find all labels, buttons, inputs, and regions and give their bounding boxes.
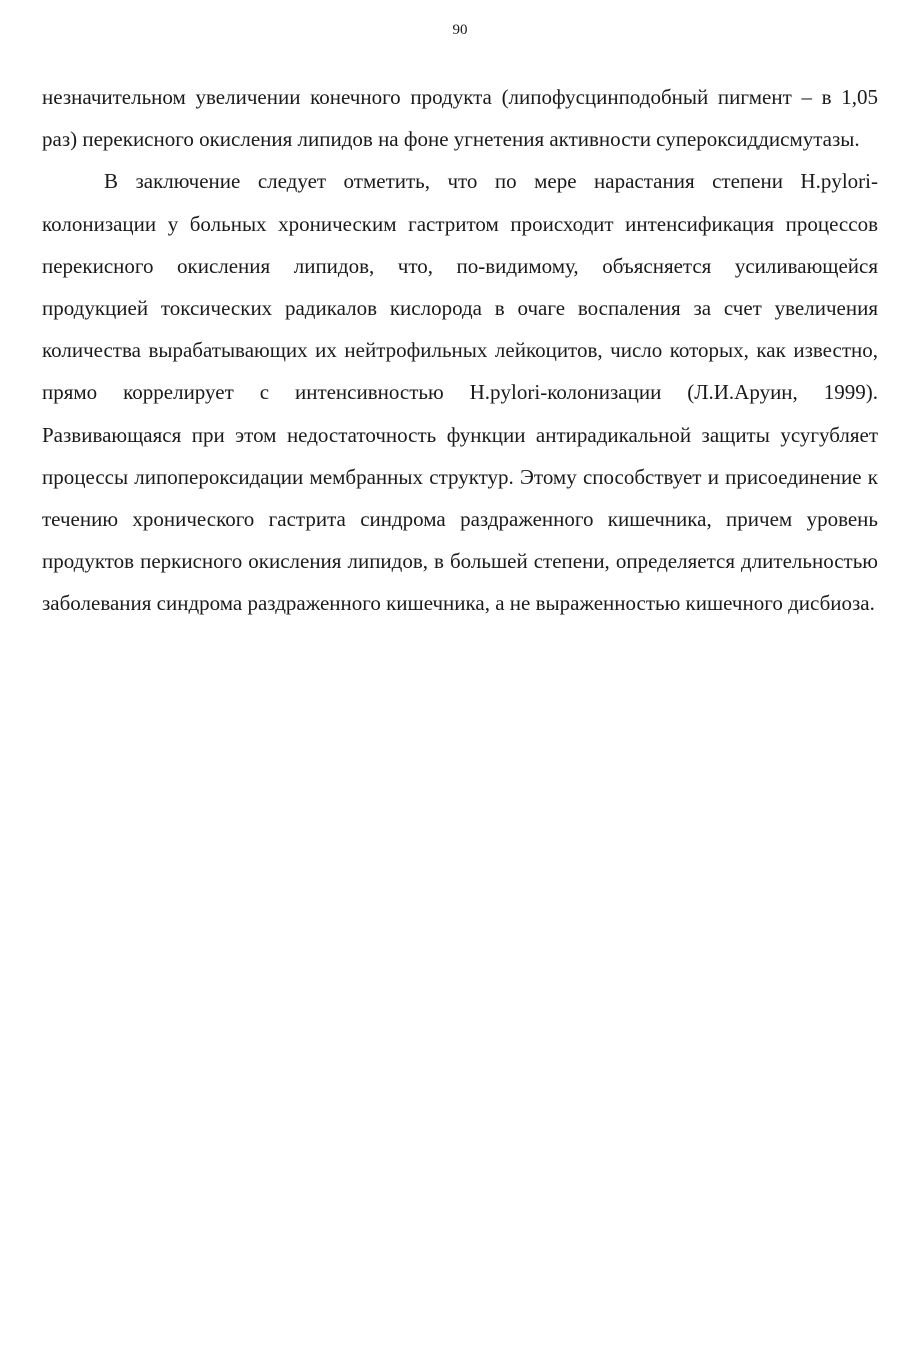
paragraph-conclusion: В заключение следует отметить, что по мере нарастания степени H.pylori-колонизации у больных хроническим гастритом происходит интенсификация процессов перекисного окисления липидов, что, по-видимому, объясняется усиливающейся продукцией токсических радикалов кислорода в очаге воспаления за счет увеличения количества вырабатывающих их нейтрофильных лейкоцитов, число которых, как известно, прямо коррелирует с интенсивностью H.pylori-колонизации (Л.И.Аруин, 1999). Развивающаяся при этом недостаточность функции антирадикальной защиты усугубляет процессы липопероксидации мембранных структур. Этому способствует и присоединение к течению хронического гастрита синдрома раздраженного кишечника, причем уровень продуктов перкисного окисления липидов, в большей степени, определяется длительностью заболевания синдрома раздраженного кишечника, а не выраженностью кишечного дисбиоза. bbox=[42, 169, 878, 616]
paragraph-continuation: незначительном увеличении конечного продукта (липофусцинподобный пигмент – в 1,05 раз) перекисного окисления липидов на фоне угнетения активности супероксиддисмутазы. bbox=[42, 85, 878, 152]
document-body bbox=[42, 76, 878, 625]
page-number: 90 bbox=[452, 22, 468, 38]
